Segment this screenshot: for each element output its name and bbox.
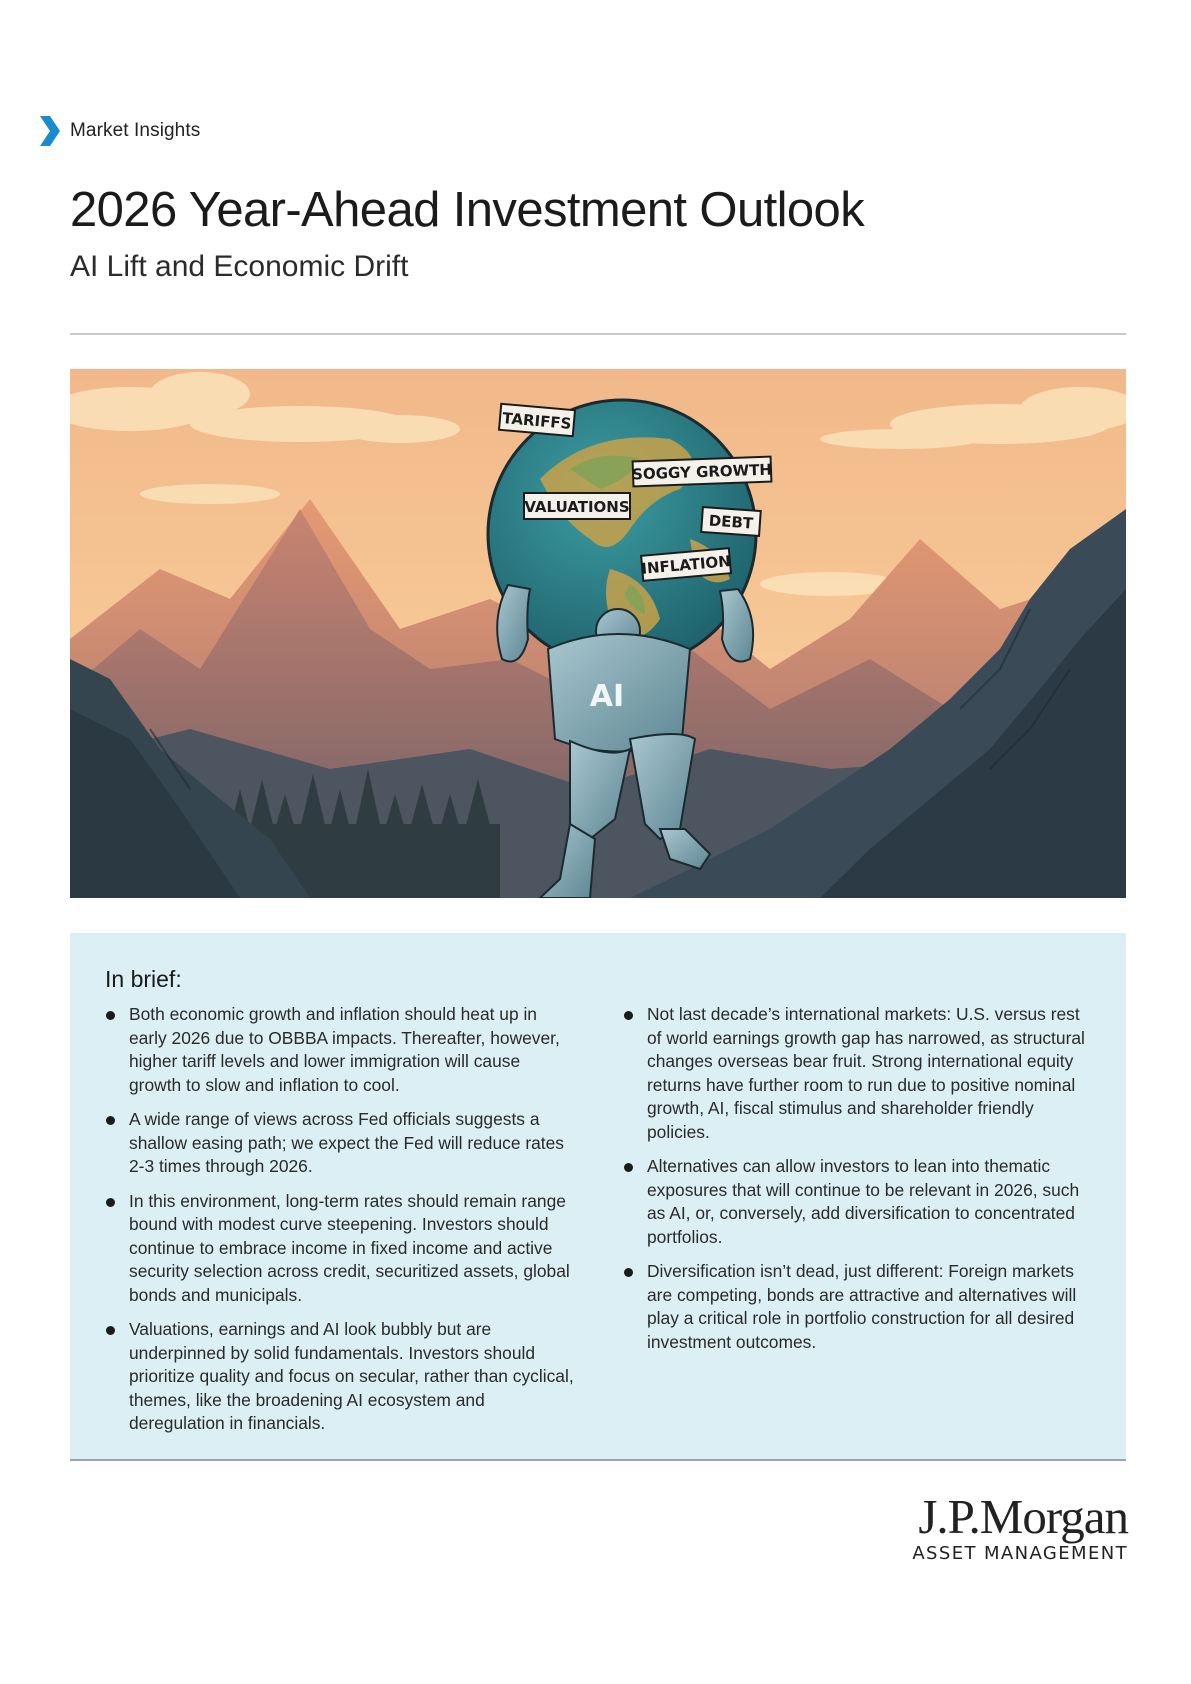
- hero-illustration: [70, 369, 1126, 898]
- in-brief-right-column: [623, 1003, 1098, 1365]
- robot-chest-label: AI: [589, 679, 625, 714]
- brief-item-text: Valuations, earnings and AI look bubbly but are underpinned by solid fundamentals. Investors should prioritize quality and focus on secular, rather than cyclical, themes, like the broadening AI ecosystem and deregulation in financials.: [129, 1319, 574, 1433]
- brief-item-text: Diversification isn’t dead, just different: Foreign markets are competing, bonds are attractive and alternatives will play a critical role in portfolio construction for all desired investment outcomes.: [647, 1261, 1077, 1352]
- page-subtitle: AI Lift and Economic Drift: [70, 250, 409, 283]
- globe-label: TARIFFS: [501, 409, 573, 433]
- page-title: 2026 Year-Ahead Investment Outlook: [70, 183, 865, 237]
- globe-label: VALUATIONS: [524, 498, 630, 516]
- logo-wordmark: J.P.Morgan: [918, 1489, 1128, 1544]
- brief-bottom-divider: [70, 1459, 1126, 1461]
- market-insights-label: Market Insights: [70, 120, 201, 141]
- hero-illustration-art: [70, 369, 1126, 898]
- brief-item-text: Not last decade’s international markets: U.S. versus rest of world earnings growth gap has narrowed, as structural changes overseas bear fruit. Strong international equity returns have further room to run due to positive nominal growth, AI, fiscal stimulus and shareholder friendly policies.: [647, 1004, 1085, 1142]
- bullet-icon: [624, 1268, 633, 1277]
- brief-item: [623, 1260, 1098, 1354]
- chevron-right-icon: [38, 114, 62, 148]
- brief-item-text: A wide range of views across Fed officials suggests a shallow easing path; we expect the Fed will reduce rates 2-3 times through 2026.: [129, 1109, 565, 1176]
- bullet-icon: [106, 1326, 115, 1335]
- brief-item: [105, 1003, 575, 1097]
- bullet-icon: [106, 1198, 115, 1207]
- brief-item-text: Alternatives can allow investors to lean into thematic exposures that will continue to be relevant in 2026, such as AI, or, conversely, add diversification to concentrated portfolios.: [647, 1156, 1080, 1247]
- brief-item-text: In this environment, long-term rates should remain range bound with modest curve steepening. Investors should continue to embrace income in fixed income and active security selection across credit, securitized assets, global bonds and municipals.: [129, 1190, 570, 1305]
- jpmorgan-logo: [912, 1488, 1128, 1568]
- market-insights-tag: [38, 114, 200, 148]
- brief-item: [623, 1155, 1098, 1249]
- brief-item: [105, 1108, 575, 1179]
- bullet-icon: [106, 1011, 115, 1020]
- bullet-icon: [624, 1011, 633, 1020]
- brief-item: [105, 1190, 575, 1308]
- logo-subline: ASSET MANAGEMENT: [912, 1543, 1128, 1564]
- in-brief-left-column: [105, 1003, 575, 1447]
- brief-item: [105, 1318, 575, 1436]
- globe-label: INFLATION: [640, 552, 732, 578]
- title-divider: [70, 333, 1126, 335]
- globe-label: DEBT: [708, 511, 754, 533]
- in-brief-panel: [70, 933, 1126, 1460]
- brief-item: [623, 1003, 1098, 1144]
- brief-item-text: Both economic growth and inflation should heat up in early 2026 due to OBBBA impacts. Thereafter, however, higher tariff levels and lower immigration will cause growth to slow and inflation to cool.: [129, 1004, 560, 1095]
- in-brief-heading: In brief:: [105, 966, 182, 992]
- bullet-icon: [106, 1116, 115, 1125]
- globe-label: SOGGY GROWTH: [631, 460, 773, 484]
- bullet-icon: [624, 1163, 633, 1172]
